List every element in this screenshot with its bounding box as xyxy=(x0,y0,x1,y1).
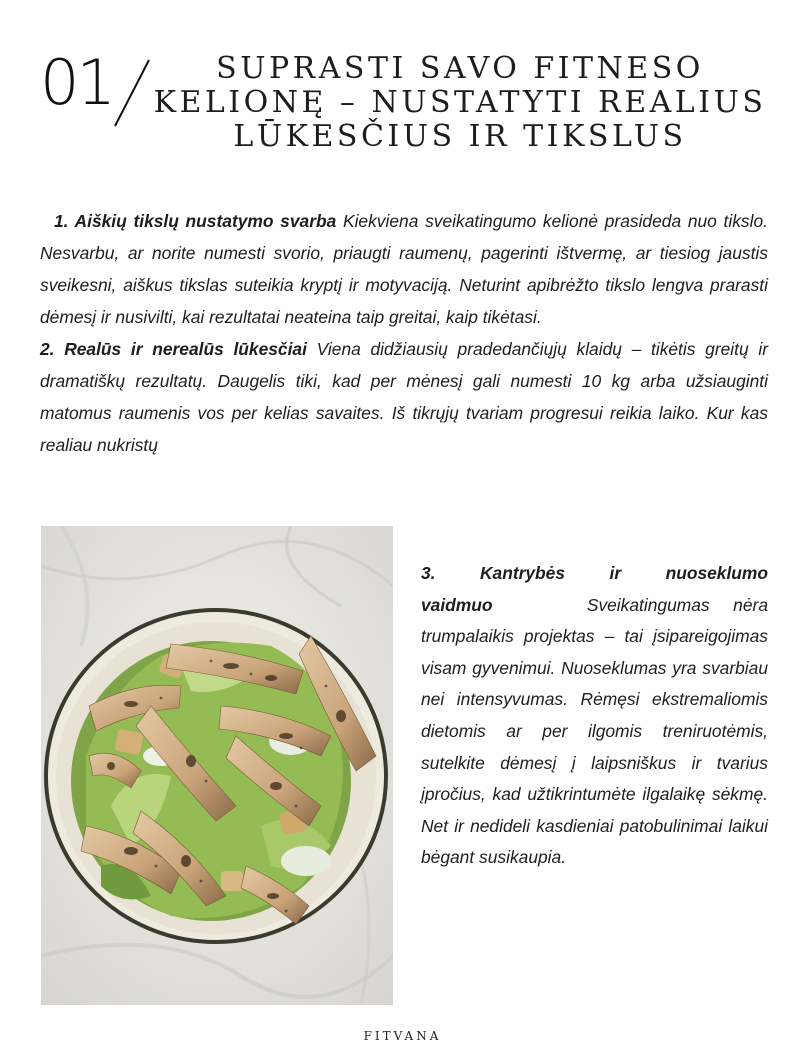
chapter-number: 01 xyxy=(40,46,113,119)
section-body: Kiekviena sveikatingumo kelionė prasideda nuo tikslo. Nesvarbu, ar norite numesti svorio, priaugti raumenų, pagerinti ištvermę, ar tiesiog jaustis sveikesni, aiškus tikslas suteikia kryptį ir motyvaciją. Neturint apibrėžto tikslo lengva prarasti dėmesį ir nusivilti, kai rezultatai neateina taip greitai, kaip tikėtasi. xyxy=(40,211,768,327)
section-heading: 2. Realūs ir nerealūs lūkesčiai xyxy=(40,339,307,359)
chapter-title-line: KELIONĘ – NUSTATYTI REALIUS xyxy=(153,85,767,120)
salad-bowl-image xyxy=(41,526,393,1005)
intro-text xyxy=(40,205,768,461)
salad-bowl-photo xyxy=(41,526,393,1005)
chapter-title xyxy=(130,52,790,154)
chapter-title-line: SUPRASTI SAVO FITNESO xyxy=(216,51,704,86)
section-body: Sveikatingumas nėra trumpalaikis projektas – tai įsipareigojimas visam gyvenimui. Nuoseklumas yra svarbiau nei intensyvumas. Rėmęsi ekstremaliomis dietomis ar per ilgomis treniruotėmis, sutelkite dėmesį į laipsniškus ir tvarius įpročius, kad užtikrintumėte ilgalaikę sėkmę. Net ir nedideli kasdieniai patobulinimai laikui bėgant susikaupia. xyxy=(421,594,768,868)
section-paragraph xyxy=(40,333,768,461)
section-paragraph xyxy=(421,558,768,874)
section-body: Viena didžiausių pradedančiųjų klaidų – tikėtis greitų ir dramatiškų rezultatų. Daugelis tiki, kad per mėnesį gali numesti 10 kg arba užsiauginti matomus raumenis vos per kelias savaites. Iš tikrųjų tvariam progresui reikia laiko. Kur kas realiau nukristų xyxy=(40,339,768,455)
section-heading: 1. Aiškių tikslų nustatymo svarba xyxy=(54,211,337,231)
brand-footer: FITVANA xyxy=(363,1029,442,1043)
chapter-title-line: LŪKESČIUS IR TIKSLUS xyxy=(233,119,687,154)
section-heading: 3. Kantrybės ir nuoseklumo vaidmuo xyxy=(421,563,768,615)
section-paragraph xyxy=(40,205,768,333)
